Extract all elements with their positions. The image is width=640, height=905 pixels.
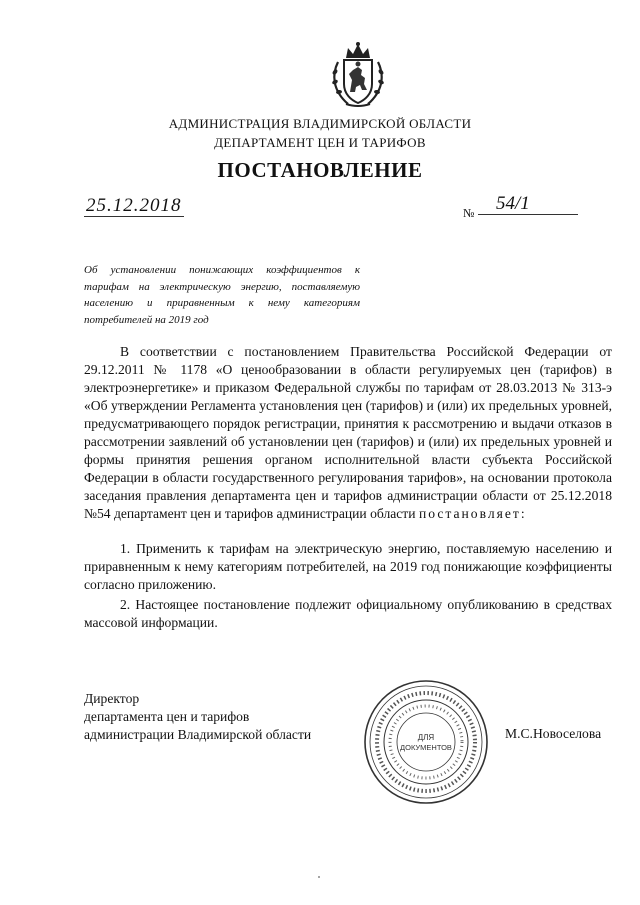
official-stamp	[362, 678, 490, 806]
clause-1: 1. Применить к тарифам на электрическую энергию, поставляемую населению и приравненным к нему категориям потребителей, на 2019 год понижающие коэффициенты согласно приложению.	[84, 541, 612, 592]
signer-position: Директор	[84, 691, 140, 706]
signer-block	[84, 690, 311, 744]
number-label: №	[463, 206, 475, 220]
document-number: 54/1	[478, 194, 578, 215]
document-subject: Об установлении понижающих коэффициентов к тарифам на электрическую энергию, поставляемую населению и приравненным к нему категориям потребителей на 2019 год	[84, 264, 360, 326]
org-name: АДМИНИСТРАЦИЯ ВЛАДИМИРСКОЙ ОБЛАСТИ	[168, 116, 472, 131]
preamble-text: В соответствии с постановлением Правительства Российской Федерации от 29.12.2011 № 1178 «О ценообразовании в области регулируемых цен (тарифов) в электроэнергетике» и приказом Федеральной службы по тарифам от 28.03.2013 № 313-э «Об утверждении Регламента установления цен (тарифов) и (или) их предельных уровней, предусматривающего порядок регистрации, принятия к рассмотрению и выдачи отказов в рассмотрении заявлений об установлении цен (тарифов) и (или) их предельных уровней и формы принятия решения органом исполнительной власти субъекта Российской Федерации в области государственного регулирования тарифов», на основании протокола заседания правления департамента цен и тарифов администрации области от 25.12.2018 №54 департамент цен и тарифов администрации области	[84, 344, 612, 521]
organization-header	[0, 114, 640, 152]
document-date: 25.12.2018	[86, 195, 182, 216]
scan-speck	[318, 876, 320, 878]
stamp-center-line-2: ДОКУМЕНТОВ	[400, 743, 452, 752]
department-name: ДЕПАРТАМЕНТ ЦЕН И ТАРИФОВ	[214, 135, 426, 150]
signer-department: департамента цен и тарифов	[84, 709, 250, 724]
stamp-center-line-1: ДЛЯ	[417, 733, 435, 742]
resolution-verb: постановляет:	[418, 506, 527, 521]
document-type-title: ПОСТАНОВЛЕНИЕ	[217, 158, 423, 182]
clause-2: 2. Настоящее постановление подлежит официальному опубликованию в средствах массовой информации.	[84, 597, 612, 630]
signer-name: М.С.Новоселова	[505, 726, 602, 741]
signer-administration: администрации Владимирской области	[84, 727, 312, 742]
coat-of-arms-emblem	[328, 40, 388, 110]
preamble-paragraph	[84, 343, 612, 523]
